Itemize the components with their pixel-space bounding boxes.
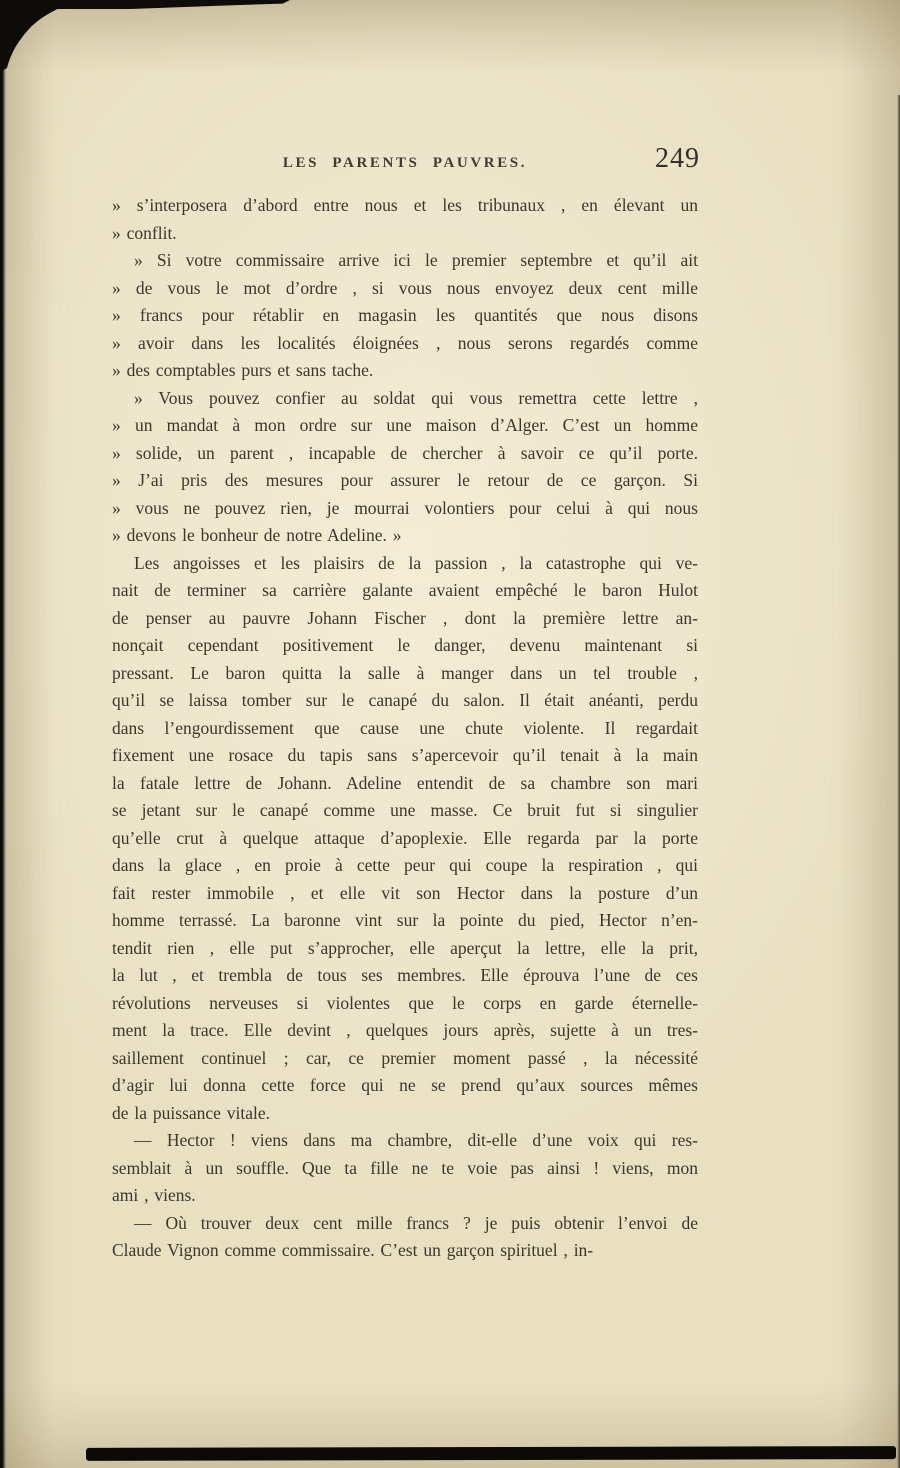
page-content	[112, 143, 700, 1265]
page-body	[112, 192, 698, 1265]
text-line: » un mandat à mon ordre sur une maison d’Alger. C’est un homme	[112, 415, 698, 435]
text-line: se jetant sur le canapé comme une masse. Ce bruit fut si singulier	[112, 800, 698, 820]
text-line: » solide, un parent , incapable de chercher à savoir ce qu’il porte.	[112, 442, 698, 463]
text-line: Claude Vignon comme commissaire. C’est un garçon spirituel , in-	[112, 1240, 594, 1260]
text-line: homme terrassé. La baronne vint sur la pointe du pied, Hector n’en-	[112, 910, 698, 930]
text-line: dans la glace , en proie à cette peur qui coupe la respiration , qui	[112, 855, 698, 875]
text-line: de la puissance vitale.	[112, 1102, 271, 1123]
text-line: » de vous le mot d’ordre , si vous nous envoyez deux cent mille	[112, 277, 698, 298]
text-line: semblait à un souffle. Que ta fille ne te voie pas ainsi ! viens, mon	[112, 1157, 698, 1178]
scan-ink-corner-mark	[0, 0, 90, 72]
scan-left-edge	[0, 0, 6, 1468]
text-line: tendit rien , elle put s’approcher, elle aperçut la lettre, elle la prit,	[112, 937, 698, 958]
text-line: — Où trouver deux cent mille francs ? je puis obtenir l’envoi de	[134, 1212, 698, 1233]
page-number: 249	[655, 143, 700, 174]
text-line: nait de terminer sa carrière galante avaient empêché le baron Hulot	[112, 580, 698, 600]
text-line: la fatale lettre de Johann. Adeline entendit de sa chambre son mari	[112, 772, 698, 793]
paragraph	[112, 247, 698, 385]
text-line: » conflit.	[112, 222, 177, 243]
running-header-title: LES PARENTS PAUVRES.	[282, 155, 528, 171]
paragraph	[112, 385, 698, 550]
text-line: fixement une rosace du tapis sans s’apercevoir qu’il tenait à la main	[112, 745, 698, 765]
text-line: » avoir dans les localités éloignées , nous serons regardés comme	[112, 332, 698, 353]
text-line: » francs pour rétablir en magasin les quantités que nous disons	[112, 305, 698, 325]
text-line: d’agir lui donna cette force qui ne se prend qu’aux sources mêmes	[112, 1075, 698, 1095]
text-line: — Hector ! viens dans ma chambre, dit-elle d’une voix qui res-	[134, 1130, 698, 1150]
text-line: pressant. Le baron quitta la salle à manger dans un tel trouble ,	[112, 662, 698, 683]
scan-bottom-bar	[86, 1446, 896, 1461]
paragraph	[112, 550, 698, 1128]
text-line: dans l’engourdissement que cause une chute violente. Il regardait	[112, 717, 698, 738]
text-line: ment la trace. Elle devint , quelques jours après, sujette à un tres-	[112, 1020, 698, 1040]
paragraph	[112, 192, 698, 247]
text-line: » Vous pouvez confier au soldat qui vous remettra cette lettre ,	[134, 387, 698, 408]
text-line: la lut , et trembla de tous ses membres. Elle éprouva l’une de ces	[112, 965, 698, 985]
text-line: ami , viens.	[112, 1185, 196, 1205]
text-line: fait rester immobile , et elle vit son Hector dans la posture d’un	[112, 882, 698, 903]
text-line: » des comptables purs et sans tache.	[112, 360, 374, 380]
running-header	[112, 143, 700, 184]
text-line: » J’ai pris des mesures pour assurer le retour de ce garçon. Si	[112, 470, 698, 490]
paragraph	[112, 1210, 698, 1265]
text-line: » Si votre commissaire arrive ici le premier septembre et qu’il ait	[134, 250, 698, 270]
text-line: de penser au pauvre Johann Fischer , dont la première lettre an-	[112, 607, 698, 628]
text-line: saillement continuel ; car, ce premier moment passé , la nécessité	[112, 1047, 698, 1068]
text-line: Les angoisses et les plaisirs de la passion , la catastrophe qui ve-	[134, 552, 698, 573]
text-line: qu’il se laissa tomber sur le canapé du salon. Il était anéanti, perdu	[112, 690, 698, 710]
text-line: nonçait cependant positivement le danger, devenu maintenant si	[112, 635, 698, 655]
paragraph	[112, 1127, 698, 1210]
scan-top-edge-mark	[48, 0, 290, 9]
text-line: qu’elle crut à quelque attaque d’apoplexie. Elle regarda par la porte	[112, 827, 698, 848]
text-line: » vous ne pouvez rien, je mourrai volontiers pour celui à qui nous	[112, 497, 698, 518]
text-line: révolutions nerveuses si violentes que le corps en garde éternelle-	[112, 992, 698, 1013]
text-line: » s’interposera d’abord entre nous et les tribunaux , en élevant un	[112, 195, 698, 215]
text-line: » devons le bonheur de notre Adeline. »	[112, 525, 402, 545]
